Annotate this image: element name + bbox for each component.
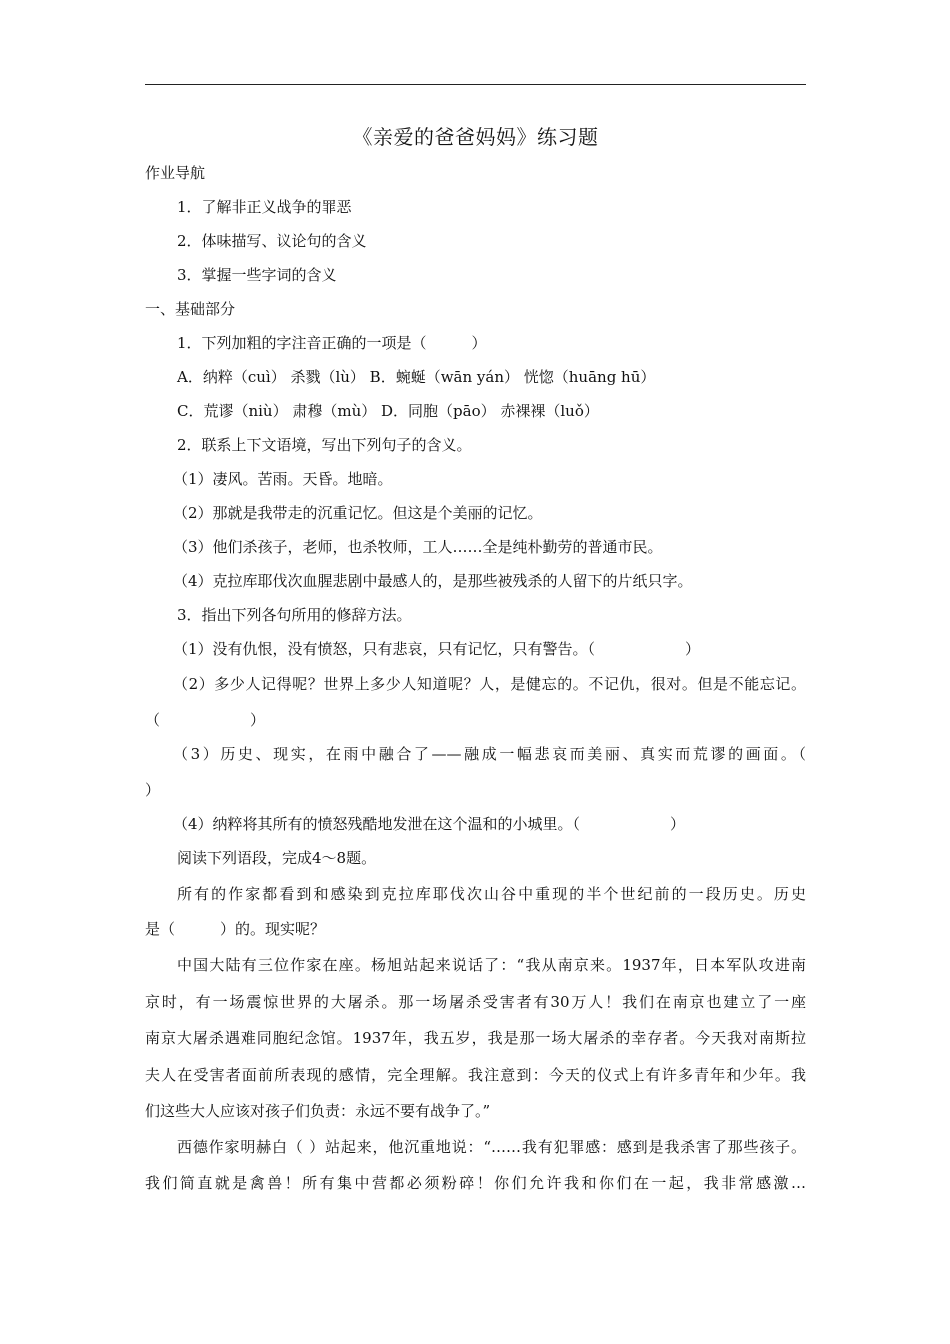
passage-paragraph-2-line-3: 南京大屠杀遇难同胞纪念馆。1937年，我五岁，我是那一场大屠杀的幸存者。今天我对南斯拉 bbox=[145, 1029, 806, 1047]
question-3-item-4: （4）纳粹将其所有的愤怒残酷地发泄在这个温和的小城里。（ ） bbox=[173, 815, 686, 833]
question-3-item-2-blank: （ ） bbox=[145, 711, 266, 729]
question-1: 1．下列加粗的字注音正确的一项是（ ） bbox=[177, 334, 487, 352]
question-2-item-3: （3）他们杀孩子，老师，也杀牧师，工人……全是纯朴勤劳的普通市民。 bbox=[173, 538, 663, 556]
question-1-options-ab: A．纳粹（cuì） 杀戮（lù） B．蜿蜒（wān yán） 恍惚（huāng hū） bbox=[177, 368, 656, 386]
reading-instruction: 阅读下列语段，完成4～8题。 bbox=[177, 849, 377, 867]
guide-item-2: 2．体味描写、议论句的含义 bbox=[177, 232, 367, 250]
guide-item-1: 1．了解非正义战争的罪恶 bbox=[177, 198, 352, 216]
question-2-item-4: （4）克拉库耶伐次血腥悲剧中最感人的，是那些被残杀的人留下的片纸只字。 bbox=[173, 572, 693, 590]
section-heading-homework-guide: 作业导航 bbox=[145, 164, 206, 182]
header-rule bbox=[145, 84, 806, 85]
passage-paragraph-2-line-5: 们这些大人应该对孩子们负责：永远不要有战争了。” bbox=[145, 1102, 491, 1120]
passage-paragraph-1-line-1: 所有的作家都看到和感染到克拉库耶伐次山谷中重现的半个世纪前的一段历史。历史 bbox=[177, 885, 806, 903]
passage-paragraph-1-line-2: 是（ ）的。现实呢？ bbox=[145, 920, 326, 938]
passage-paragraph-3-line-2: 我们简直就是禽兽！所有集中营都必须粉碎！你们允许我和你们在一起，我非常感激… bbox=[145, 1174, 806, 1192]
section-heading-basics: 一、基础部分 bbox=[145, 300, 236, 318]
guide-item-3: 3．掌握一些字词的含义 bbox=[177, 266, 337, 284]
page-title: 《亲爱的爸爸妈妈》练习题 bbox=[352, 125, 599, 149]
question-1-options-cd: C．荒谬（niù） 肃穆（mù） D．同胞（pāo） 赤裸裸（luǒ） bbox=[177, 402, 599, 420]
passage-paragraph-2-line-1: 中国大陆有三位作家在座。杨旭站起来说话了：“我从南京来。1937年，日本军队攻进南 bbox=[177, 956, 806, 974]
passage-paragraph-3-line-1: 西德作家明赫白（ ）站起来，他沉重地说：“……我有犯罪感：感到是我杀害了那些孩子。 bbox=[177, 1138, 806, 1156]
question-2: 2．联系上下文语境，写出下列句子的含义。 bbox=[177, 436, 472, 454]
question-3-item-1: （1）没有仇恨，没有愤怒，只有悲哀，只有记忆，只有警告。（ ） bbox=[173, 640, 701, 658]
passage-paragraph-2-line-4: 夫人在受害者面前所表现的感情，完全理解。我注意到：今天的仪式上有许多青年和少年。我 bbox=[145, 1066, 806, 1084]
question-2-item-2: （2）那就是我带走的沉重记忆。但这是个美丽的记忆。 bbox=[173, 504, 543, 522]
question-3-item-3: （3）历史、现实，在雨中融合了——融成一幅悲哀而美丽、真实而荒谬的画面。（ bbox=[173, 745, 806, 763]
question-3-item-3-blank: ） bbox=[145, 781, 161, 799]
passage-paragraph-2-line-2: 京时，有一场震惊世界的大屠杀。那一场屠杀受害者有30万人！我们在南京也建立了一座 bbox=[145, 993, 806, 1011]
question-3: 3．指出下列各句所用的修辞方法。 bbox=[177, 606, 412, 624]
document-page bbox=[145, 0, 806, 1344]
question-2-item-1: （1）凄风。苦雨。天昏。地暗。 bbox=[173, 470, 393, 488]
question-3-item-2: （2）多少人记得呢？世界上多少人知道呢？人，是健忘的。不记仇，很对。但是不能忘记。 bbox=[173, 675, 806, 693]
